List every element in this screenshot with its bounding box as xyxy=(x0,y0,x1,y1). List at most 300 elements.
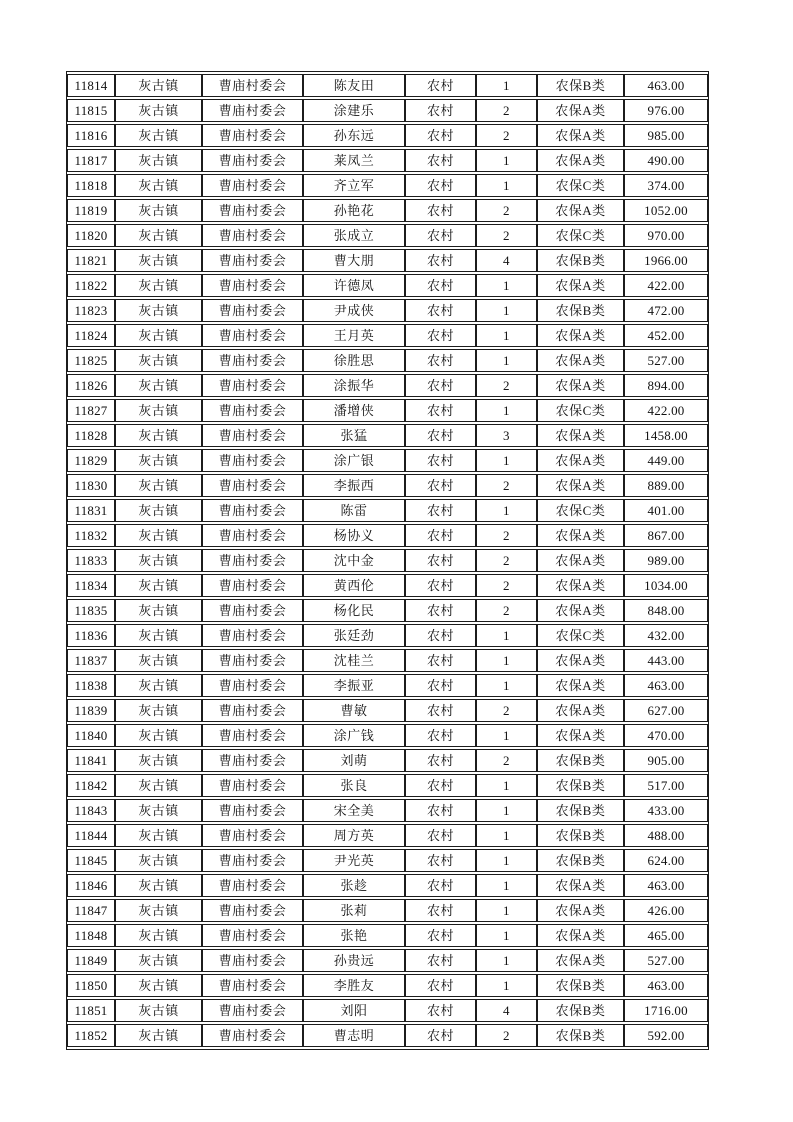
cell-person-name: 李胜友 xyxy=(303,974,405,997)
cell-person-name: 孙艳花 xyxy=(303,199,405,222)
cell-person-name: 徐胜思 xyxy=(303,349,405,372)
cell-count: 2 xyxy=(476,374,537,397)
cell-amount: 985.00 xyxy=(624,124,708,147)
cell-village: 曹庙村委会 xyxy=(202,474,303,497)
cell-amount: 905.00 xyxy=(624,749,708,772)
cell-category: 农村 xyxy=(405,724,476,747)
cell-village: 曹庙村委会 xyxy=(202,849,303,872)
cell-amount: 401.00 xyxy=(624,499,708,522)
cell-person-name: 涂振华 xyxy=(303,374,405,397)
cell-category: 农村 xyxy=(405,799,476,822)
cell-insurance-type: 农保A类 xyxy=(537,124,624,147)
cell-town: 灰古镇 xyxy=(115,199,202,222)
cell-amount: 527.00 xyxy=(624,349,708,372)
cell-category: 农村 xyxy=(405,624,476,647)
cell-village: 曹庙村委会 xyxy=(202,449,303,472)
table-row xyxy=(67,699,708,722)
cell-village: 曹庙村委会 xyxy=(202,199,303,222)
cell-category: 农村 xyxy=(405,574,476,597)
cell-count: 1 xyxy=(476,649,537,672)
cell-village: 曹庙村委会 xyxy=(202,774,303,797)
cell-insurance-type: 农保A类 xyxy=(537,349,624,372)
cell-record-id: 11841 xyxy=(67,749,115,772)
cell-town: 灰古镇 xyxy=(115,249,202,272)
cell-person-name: 尹成侠 xyxy=(303,299,405,322)
cell-category: 农村 xyxy=(405,274,476,297)
cell-insurance-type: 农保B类 xyxy=(537,299,624,322)
cell-town: 灰古镇 xyxy=(115,424,202,447)
cell-record-id: 11838 xyxy=(67,674,115,697)
cell-town: 灰古镇 xyxy=(115,174,202,197)
cell-insurance-type: 农保A类 xyxy=(537,374,624,397)
cell-town: 灰古镇 xyxy=(115,624,202,647)
cell-count: 1 xyxy=(476,949,537,972)
cell-category: 农村 xyxy=(405,474,476,497)
cell-amount: 592.00 xyxy=(624,1024,708,1047)
cell-person-name: 曹大朋 xyxy=(303,249,405,272)
cell-count: 2 xyxy=(476,224,537,247)
cell-town: 灰古镇 xyxy=(115,299,202,322)
cell-count: 1 xyxy=(476,299,537,322)
cell-village: 曹庙村委会 xyxy=(202,699,303,722)
cell-insurance-type: 农保A类 xyxy=(537,874,624,897)
cell-record-id: 11840 xyxy=(67,724,115,747)
cell-insurance-type: 农保A类 xyxy=(537,449,624,472)
cell-category: 农村 xyxy=(405,249,476,272)
cell-person-name: 沈中金 xyxy=(303,549,405,572)
cell-person-name: 涂广银 xyxy=(303,449,405,472)
cell-person-name: 孙东远 xyxy=(303,124,405,147)
cell-category: 农村 xyxy=(405,124,476,147)
cell-insurance-type: 农保B类 xyxy=(537,824,624,847)
cell-town: 灰古镇 xyxy=(115,599,202,622)
cell-village: 曹庙村委会 xyxy=(202,349,303,372)
cell-village: 曹庙村委会 xyxy=(202,149,303,172)
cell-insurance-type: 农保B类 xyxy=(537,774,624,797)
cell-category: 农村 xyxy=(405,949,476,972)
cell-insurance-type: 农保A类 xyxy=(537,674,624,697)
cell-record-id: 11850 xyxy=(67,974,115,997)
cell-category: 农村 xyxy=(405,74,476,97)
cell-amount: 889.00 xyxy=(624,474,708,497)
table-row xyxy=(67,174,708,197)
cell-amount: 463.00 xyxy=(624,874,708,897)
cell-person-name: 张艳 xyxy=(303,924,405,947)
cell-town: 灰古镇 xyxy=(115,949,202,972)
table-row xyxy=(67,449,708,472)
cell-amount: 976.00 xyxy=(624,99,708,122)
cell-count: 3 xyxy=(476,424,537,447)
cell-amount: 488.00 xyxy=(624,824,708,847)
cell-category: 农村 xyxy=(405,499,476,522)
cell-insurance-type: 农保B类 xyxy=(537,749,624,772)
cell-record-id: 11835 xyxy=(67,599,115,622)
cell-person-name: 王月英 xyxy=(303,324,405,347)
cell-insurance-type: 农保A类 xyxy=(537,949,624,972)
cell-town: 灰古镇 xyxy=(115,824,202,847)
cell-town: 灰古镇 xyxy=(115,799,202,822)
cell-insurance-type: 农保B类 xyxy=(537,974,624,997)
cell-village: 曹庙村委会 xyxy=(202,574,303,597)
cell-person-name: 陈友田 xyxy=(303,74,405,97)
table-row xyxy=(67,724,708,747)
cell-count: 1 xyxy=(476,974,537,997)
cell-person-name: 宋全美 xyxy=(303,799,405,822)
cell-category: 农村 xyxy=(405,224,476,247)
table-row xyxy=(67,124,708,147)
table-row xyxy=(67,424,708,447)
cell-insurance-type: 农保A类 xyxy=(537,274,624,297)
cell-count: 1 xyxy=(476,924,537,947)
cell-insurance-type: 农保A类 xyxy=(537,699,624,722)
cell-village: 曹庙村委会 xyxy=(202,124,303,147)
cell-amount: 422.00 xyxy=(624,399,708,422)
cell-record-id: 11836 xyxy=(67,624,115,647)
cell-insurance-type: 农保A类 xyxy=(537,899,624,922)
cell-person-name: 许德凤 xyxy=(303,274,405,297)
cell-category: 农村 xyxy=(405,424,476,447)
cell-category: 农村 xyxy=(405,999,476,1022)
cell-category: 农村 xyxy=(405,199,476,222)
cell-person-name: 涂广钱 xyxy=(303,724,405,747)
cell-category: 农村 xyxy=(405,99,476,122)
cell-count: 1 xyxy=(476,774,537,797)
cell-insurance-type: 农保B类 xyxy=(537,799,624,822)
cell-village: 曹庙村委会 xyxy=(202,724,303,747)
cell-person-name: 李振亚 xyxy=(303,674,405,697)
cell-village: 曹庙村委会 xyxy=(202,899,303,922)
cell-count: 1 xyxy=(476,874,537,897)
cell-amount: 894.00 xyxy=(624,374,708,397)
cell-amount: 527.00 xyxy=(624,949,708,972)
table-row xyxy=(67,474,708,497)
cell-person-name: 涂建乐 xyxy=(303,99,405,122)
table-row xyxy=(67,824,708,847)
cell-insurance-type: 农保B类 xyxy=(537,249,624,272)
cell-record-id: 11815 xyxy=(67,99,115,122)
table-row xyxy=(67,374,708,397)
cell-record-id: 11844 xyxy=(67,824,115,847)
cell-category: 农村 xyxy=(405,924,476,947)
cell-record-id: 11824 xyxy=(67,324,115,347)
cell-town: 灰古镇 xyxy=(115,99,202,122)
cell-amount: 867.00 xyxy=(624,524,708,547)
table-row xyxy=(67,874,708,897)
cell-insurance-type: 农保C类 xyxy=(537,224,624,247)
cell-person-name: 张猛 xyxy=(303,424,405,447)
table-row xyxy=(67,624,708,647)
cell-count: 2 xyxy=(476,199,537,222)
cell-insurance-type: 农保B类 xyxy=(537,849,624,872)
cell-town: 灰古镇 xyxy=(115,749,202,772)
cell-amount: 1716.00 xyxy=(624,999,708,1022)
cell-record-id: 11820 xyxy=(67,224,115,247)
cell-category: 农村 xyxy=(405,324,476,347)
cell-person-name: 张莉 xyxy=(303,899,405,922)
table-row xyxy=(67,524,708,547)
cell-amount: 624.00 xyxy=(624,849,708,872)
cell-category: 农村 xyxy=(405,974,476,997)
cell-insurance-type: 农保A类 xyxy=(537,724,624,747)
cell-village: 曹庙村委会 xyxy=(202,224,303,247)
cell-record-id: 11843 xyxy=(67,799,115,822)
cell-town: 灰古镇 xyxy=(115,774,202,797)
cell-insurance-type: 农保A类 xyxy=(537,474,624,497)
cell-count: 1 xyxy=(476,824,537,847)
cell-village: 曹庙村委会 xyxy=(202,874,303,897)
cell-person-name: 沈桂兰 xyxy=(303,649,405,672)
cell-count: 1 xyxy=(476,674,537,697)
cell-count: 2 xyxy=(476,1024,537,1047)
cell-count: 1 xyxy=(476,174,537,197)
cell-amount: 374.00 xyxy=(624,174,708,197)
cell-amount: 970.00 xyxy=(624,224,708,247)
cell-record-id: 11849 xyxy=(67,949,115,972)
cell-count: 2 xyxy=(476,599,537,622)
cell-town: 灰古镇 xyxy=(115,674,202,697)
cell-category: 农村 xyxy=(405,1024,476,1047)
cell-category: 农村 xyxy=(405,874,476,897)
cell-category: 农村 xyxy=(405,674,476,697)
table-row xyxy=(67,999,708,1022)
cell-insurance-type: 农保A类 xyxy=(537,599,624,622)
cell-category: 农村 xyxy=(405,649,476,672)
cell-person-name: 陈雷 xyxy=(303,499,405,522)
cell-count: 2 xyxy=(476,474,537,497)
table-row xyxy=(67,149,708,172)
cell-count: 2 xyxy=(476,524,537,547)
table-row xyxy=(67,299,708,322)
cell-record-id: 11826 xyxy=(67,374,115,397)
cell-record-id: 11821 xyxy=(67,249,115,272)
cell-village: 曹庙村委会 xyxy=(202,524,303,547)
cell-town: 灰古镇 xyxy=(115,74,202,97)
cell-category: 农村 xyxy=(405,449,476,472)
cell-village: 曹庙村委会 xyxy=(202,249,303,272)
cell-town: 灰古镇 xyxy=(115,274,202,297)
table-row xyxy=(67,199,708,222)
cell-category: 农村 xyxy=(405,699,476,722)
cell-record-id: 11830 xyxy=(67,474,115,497)
cell-person-name: 黄西伦 xyxy=(303,574,405,597)
cell-count: 2 xyxy=(476,574,537,597)
cell-category: 农村 xyxy=(405,299,476,322)
cell-village: 曹庙村委会 xyxy=(202,99,303,122)
cell-person-name: 曹志明 xyxy=(303,1024,405,1047)
cell-count: 1 xyxy=(476,449,537,472)
cell-town: 灰古镇 xyxy=(115,699,202,722)
cell-insurance-type: 农保A类 xyxy=(537,924,624,947)
cell-record-id: 11832 xyxy=(67,524,115,547)
cell-person-name: 莱凤兰 xyxy=(303,149,405,172)
cell-amount: 433.00 xyxy=(624,799,708,822)
cell-record-id: 11829 xyxy=(67,449,115,472)
cell-town: 灰古镇 xyxy=(115,849,202,872)
payment-table-body xyxy=(67,74,708,1047)
cell-village: 曹庙村委会 xyxy=(202,799,303,822)
cell-town: 灰古镇 xyxy=(115,924,202,947)
cell-town: 灰古镇 xyxy=(115,224,202,247)
cell-count: 1 xyxy=(476,349,537,372)
cell-count: 1 xyxy=(476,724,537,747)
table-row xyxy=(67,899,708,922)
table-row xyxy=(67,574,708,597)
cell-town: 灰古镇 xyxy=(115,399,202,422)
cell-count: 1 xyxy=(476,74,537,97)
cell-record-id: 11852 xyxy=(67,1024,115,1047)
table-row xyxy=(67,549,708,572)
cell-person-name: 张廷劲 xyxy=(303,624,405,647)
table-row xyxy=(67,499,708,522)
cell-amount: 463.00 xyxy=(624,974,708,997)
cell-record-id: 11823 xyxy=(67,299,115,322)
cell-person-name: 齐立军 xyxy=(303,174,405,197)
table-row xyxy=(67,974,708,997)
cell-record-id: 11839 xyxy=(67,699,115,722)
cell-category: 农村 xyxy=(405,824,476,847)
table-row xyxy=(67,924,708,947)
cell-category: 农村 xyxy=(405,524,476,547)
cell-amount: 490.00 xyxy=(624,149,708,172)
cell-town: 灰古镇 xyxy=(115,324,202,347)
cell-village: 曹庙村委会 xyxy=(202,599,303,622)
cell-count: 1 xyxy=(476,799,537,822)
cell-count: 1 xyxy=(476,149,537,172)
cell-record-id: 11817 xyxy=(67,149,115,172)
cell-village: 曹庙村委会 xyxy=(202,824,303,847)
cell-village: 曹庙村委会 xyxy=(202,499,303,522)
cell-town: 灰古镇 xyxy=(115,1024,202,1047)
cell-person-name: 曹敏 xyxy=(303,699,405,722)
cell-insurance-type: 农保A类 xyxy=(537,99,624,122)
cell-amount: 1966.00 xyxy=(624,249,708,272)
cell-amount: 449.00 xyxy=(624,449,708,472)
cell-town: 灰古镇 xyxy=(115,349,202,372)
cell-record-id: 11818 xyxy=(67,174,115,197)
cell-town: 灰古镇 xyxy=(115,474,202,497)
cell-record-id: 11825 xyxy=(67,349,115,372)
cell-insurance-type: 农保C类 xyxy=(537,174,624,197)
cell-insurance-type: 农保A类 xyxy=(537,524,624,547)
cell-amount: 452.00 xyxy=(624,324,708,347)
table-row xyxy=(67,649,708,672)
table-row xyxy=(67,399,708,422)
cell-count: 1 xyxy=(476,399,537,422)
cell-town: 灰古镇 xyxy=(115,649,202,672)
cell-village: 曹庙村委会 xyxy=(202,374,303,397)
cell-count: 1 xyxy=(476,624,537,647)
cell-category: 农村 xyxy=(405,349,476,372)
cell-village: 曹庙村委会 xyxy=(202,399,303,422)
cell-amount: 517.00 xyxy=(624,774,708,797)
cell-record-id: 11847 xyxy=(67,899,115,922)
cell-insurance-type: 农保C类 xyxy=(537,399,624,422)
table-row xyxy=(67,1024,708,1047)
table-row xyxy=(67,799,708,822)
cell-village: 曹庙村委会 xyxy=(202,674,303,697)
cell-person-name: 周方英 xyxy=(303,824,405,847)
cell-town: 灰古镇 xyxy=(115,974,202,997)
table-row xyxy=(67,674,708,697)
cell-count: 1 xyxy=(476,849,537,872)
cell-village: 曹庙村委会 xyxy=(202,749,303,772)
cell-village: 曹庙村委会 xyxy=(202,549,303,572)
cell-amount: 463.00 xyxy=(624,74,708,97)
cell-town: 灰古镇 xyxy=(115,149,202,172)
cell-insurance-type: 农保A类 xyxy=(537,574,624,597)
cell-insurance-type: 农保C类 xyxy=(537,624,624,647)
cell-count: 2 xyxy=(476,124,537,147)
cell-record-id: 11837 xyxy=(67,649,115,672)
cell-category: 农村 xyxy=(405,749,476,772)
cell-insurance-type: 农保A类 xyxy=(537,649,624,672)
cell-person-name: 杨化民 xyxy=(303,599,405,622)
cell-insurance-type: 农保A类 xyxy=(537,549,624,572)
cell-person-name: 潘增侠 xyxy=(303,399,405,422)
cell-person-name: 李振西 xyxy=(303,474,405,497)
cell-town: 灰古镇 xyxy=(115,124,202,147)
cell-village: 曹庙村委会 xyxy=(202,974,303,997)
cell-count: 2 xyxy=(476,99,537,122)
cell-town: 灰古镇 xyxy=(115,874,202,897)
cell-amount: 443.00 xyxy=(624,649,708,672)
cell-count: 4 xyxy=(476,249,537,272)
table-row xyxy=(67,99,708,122)
cell-amount: 472.00 xyxy=(624,299,708,322)
cell-record-id: 11846 xyxy=(67,874,115,897)
table-row xyxy=(67,274,708,297)
cell-count: 4 xyxy=(476,999,537,1022)
cell-village: 曹庙村委会 xyxy=(202,299,303,322)
cell-category: 农村 xyxy=(405,149,476,172)
cell-person-name: 杨协义 xyxy=(303,524,405,547)
cell-village: 曹庙村委会 xyxy=(202,624,303,647)
cell-record-id: 11845 xyxy=(67,849,115,872)
cell-count: 2 xyxy=(476,699,537,722)
cell-category: 农村 xyxy=(405,399,476,422)
cell-town: 灰古镇 xyxy=(115,899,202,922)
cell-record-id: 11831 xyxy=(67,499,115,522)
cell-village: 曹庙村委会 xyxy=(202,1024,303,1047)
cell-amount: 432.00 xyxy=(624,624,708,647)
cell-category: 农村 xyxy=(405,774,476,797)
cell-record-id: 11833 xyxy=(67,549,115,572)
cell-category: 农村 xyxy=(405,374,476,397)
cell-count: 2 xyxy=(476,549,537,572)
payment-table xyxy=(66,71,709,1050)
table-row xyxy=(67,774,708,797)
cell-record-id: 11828 xyxy=(67,424,115,447)
table-row xyxy=(67,749,708,772)
cell-amount: 426.00 xyxy=(624,899,708,922)
cell-town: 灰古镇 xyxy=(115,549,202,572)
cell-record-id: 11851 xyxy=(67,999,115,1022)
cell-insurance-type: 农保A类 xyxy=(537,424,624,447)
cell-record-id: 11814 xyxy=(67,74,115,97)
cell-amount: 422.00 xyxy=(624,274,708,297)
cell-insurance-type: 农保B类 xyxy=(537,1024,624,1047)
cell-count: 1 xyxy=(476,324,537,347)
cell-record-id: 11848 xyxy=(67,924,115,947)
cell-insurance-type: 农保C类 xyxy=(537,499,624,522)
cell-amount: 1034.00 xyxy=(624,574,708,597)
cell-category: 农村 xyxy=(405,899,476,922)
cell-count: 1 xyxy=(476,899,537,922)
table-row xyxy=(67,224,708,247)
cell-village: 曹庙村委会 xyxy=(202,949,303,972)
table-row xyxy=(67,949,708,972)
cell-amount: 465.00 xyxy=(624,924,708,947)
